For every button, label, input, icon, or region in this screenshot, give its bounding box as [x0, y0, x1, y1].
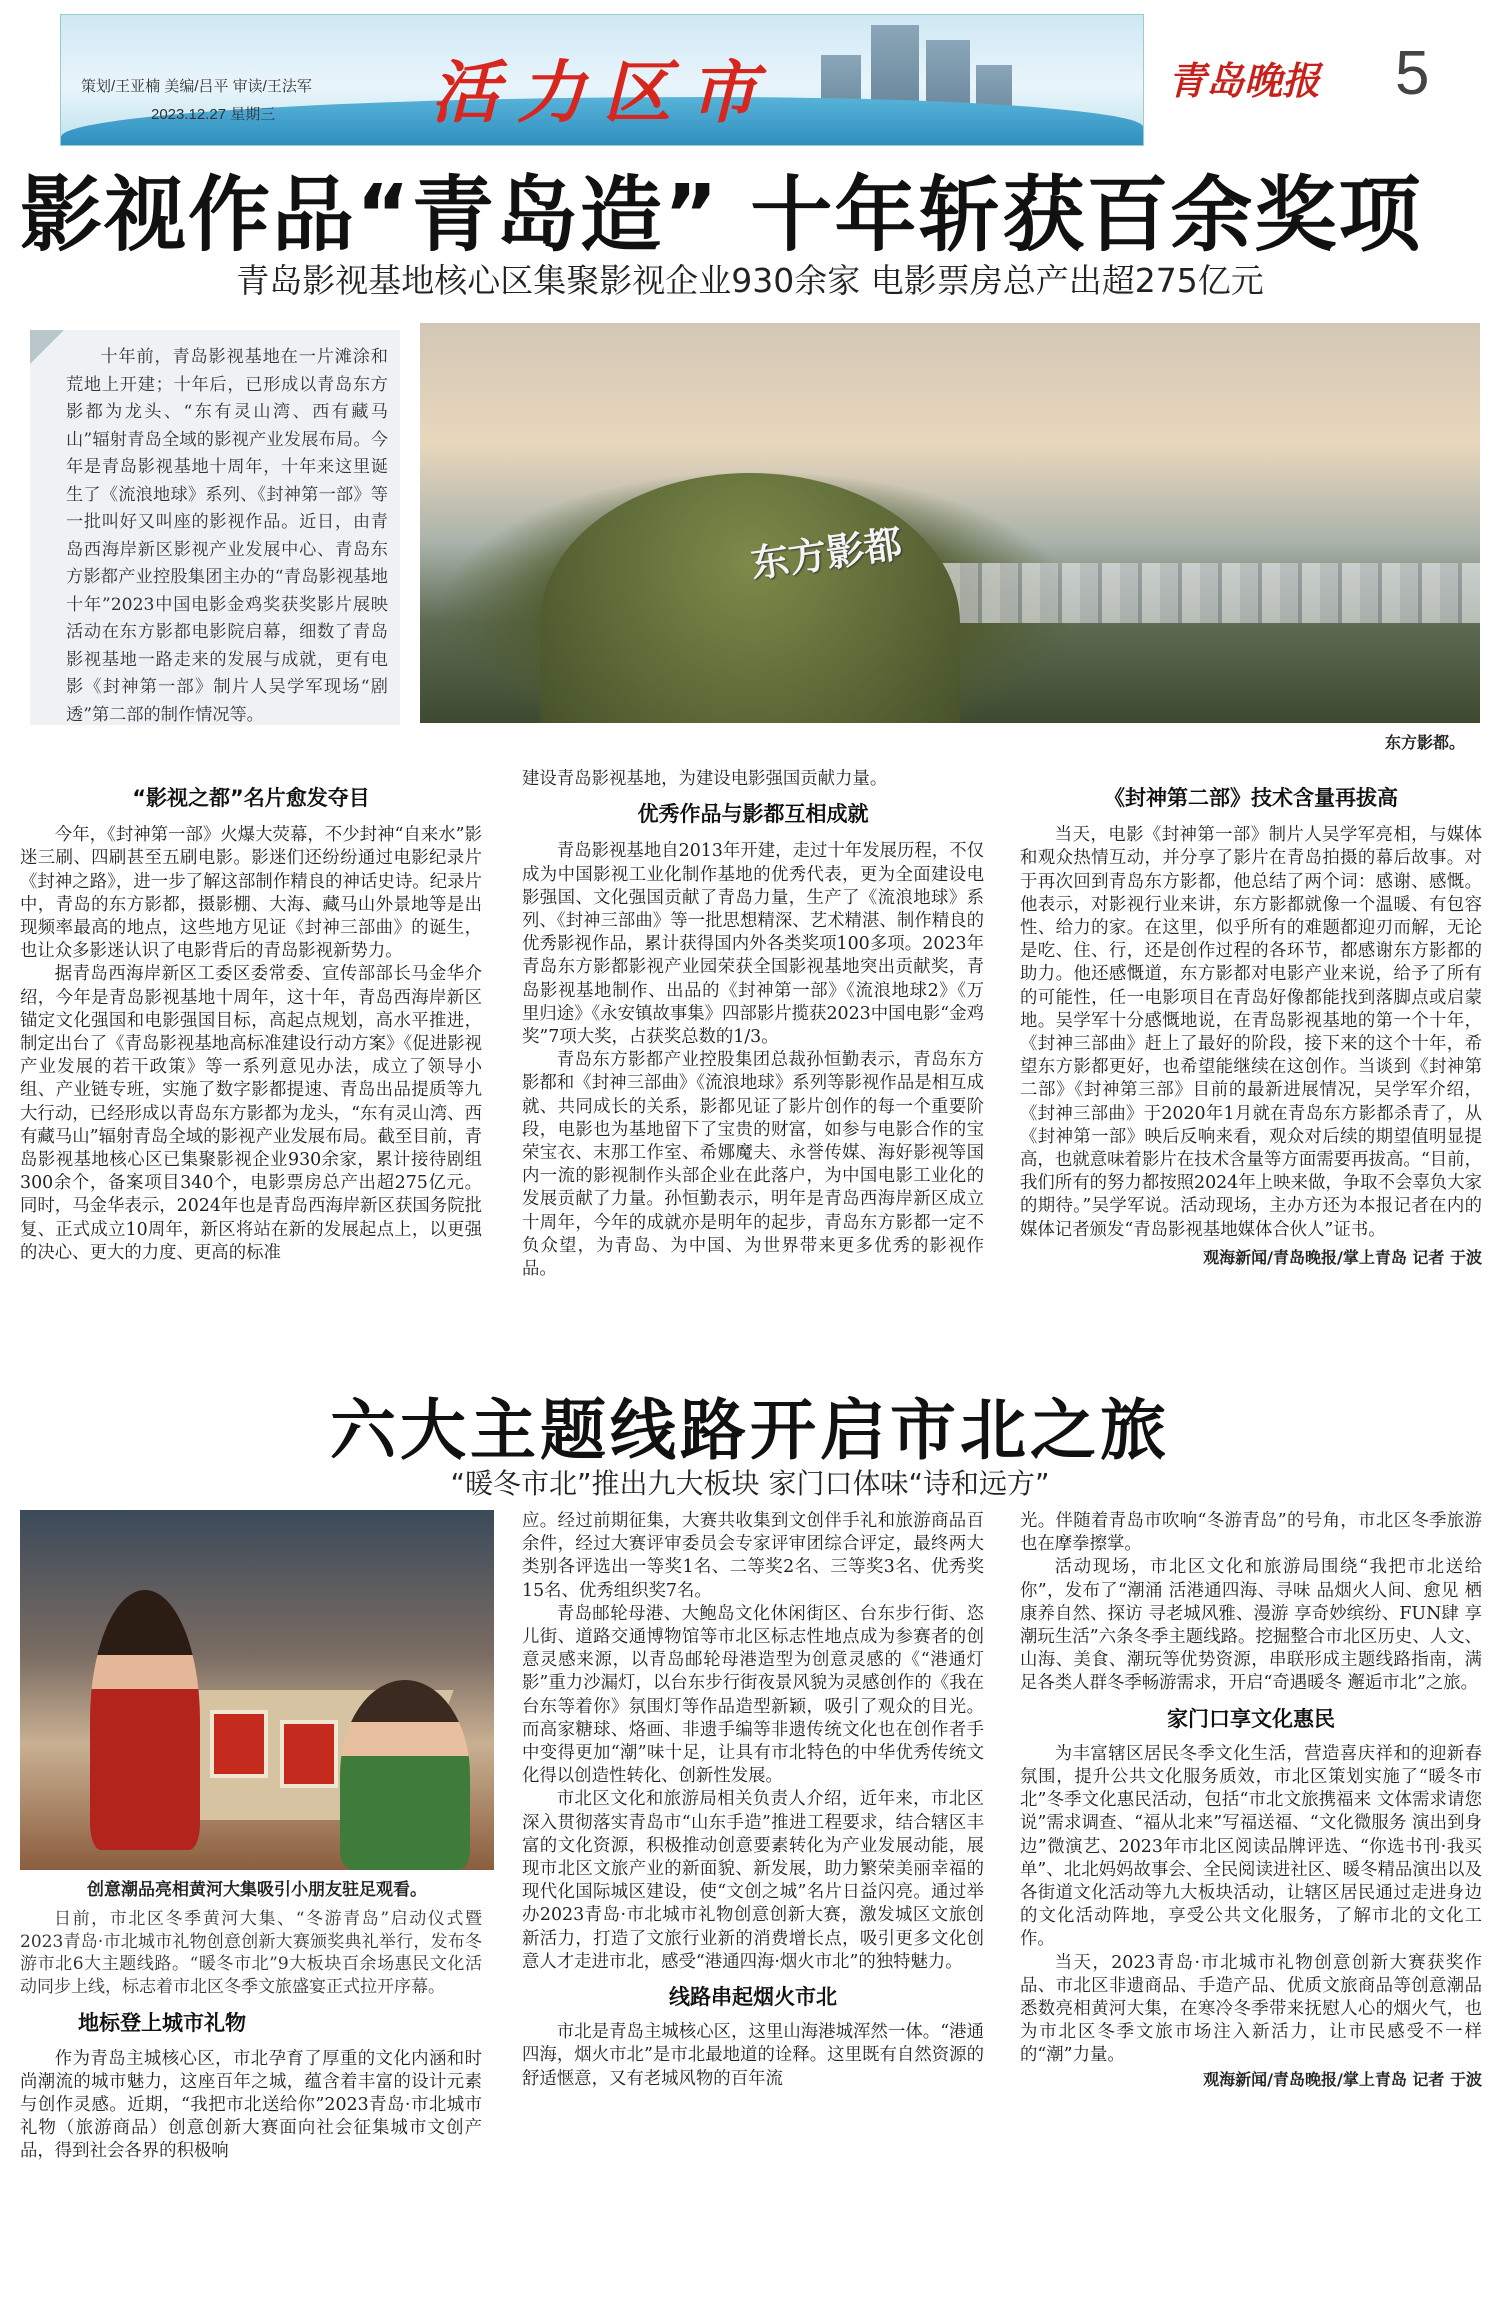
article1-col1-subhead: “影视之都”名片愈发夺目: [132, 786, 370, 810]
article1-col1-paragraph: 今年，《封神第一部》火爆大荧幕，不少封神“自来水”影迷三刷、四刷甚至五刷电影。影迷们还纷纷通过电影纪录片《封神之路》，进一步了解这部制作精良的神话史诗。纪录片中，青岛的东方影都，摄影棚、大海、藏马山外景地等是出现频率最高的地点，这些地方见证《封神三部曲》的诞生，也让众多影迷认识了电影背后的青岛影视新势力。: [20, 825, 482, 962]
article1-column-3: [1020, 787, 1482, 1269]
article2-column-2: [522, 1510, 984, 2091]
newspaper-name: 青岛晚报: [1168, 58, 1321, 103]
photo-papercut-frame: [210, 1710, 268, 1778]
photo-hill: [540, 473, 960, 723]
photo1-caption: 东方影都。: [1385, 733, 1466, 752]
article2-col2-continuation: 应。经过前期征集，大赛共收集到文创伴手礼和旅游商品百余件，经过大赛评审委员会专家评审团综合评定，最终两大类别各评选出一等奖1名、二等奖2名、三等奖3名、优秀奖15名、优秀组织奖7名。: [522, 1511, 984, 1601]
article2-col2-paragraph: 市北区文化和旅游局相关负责人介绍，近年来，市北区深入贯彻落实青岛市“山东手造”推进工程要求，结合辖区丰富的文化资源，积极推动创意要素转化为产业发展动能，展现市北区文旅产业的新面貌、新发展，助力繁荣美丽幸福的现代化国际城区建设，使“文创之城”名片日益闪亮。通过举办2023青岛·市北城市礼物创意创新大赛，激发城区文旅创新活力，打造了文旅行业新的消费增长点，吸引更多文化创意人才走进市北，感受“港通四海·烟火市北”的独特魅力。: [522, 1789, 984, 1972]
article2-lead: 日前，市北区冬季黄河大集、“冬游青岛”启动仪式暨2023青岛·市北城市礼物创意创新大赛颁奖典礼举行，发布冬游市北6大主题线路。“暖冬市北”9大板块百余场惠民文化活动同步上线，标志着市北区冬季文旅盛宴正式拉开序幕。: [20, 1909, 482, 1997]
article1-col1-paragraph: 据青岛西海岸新区工委区委常委、宣传部部长马金华介绍，今年是青岛影视基地十周年，这十年，青岛西海岸新区锚定文化强国和电影强国目标，高起点规划，高水平推进，制定出台了《青岛影视基地高标准建设行动方案》《促进影视产业发展的若干政策》等一系列意见办法，成立了领导小组、产业链专班，实施了数字影都提速、青岛出品提质等九大行动，已经形成以青岛东方影都为龙头，“东有灵山湾、西有藏马山”辐射青岛全域的影视产业发展布局。截至目前，青岛影视基地核心区已集聚影视企业930余家，累计接待剧组300余个，备案项目340个，电影票房总产出超275亿元。同时，马金华表示，2024年也是青岛西海岸新区获国务院批复、正式成立10周年，新区将站在新的发展起点上，以更强的决心、更大的力度、更高的标准: [20, 964, 482, 1263]
article1-col2-paragraph: 青岛影视基地自2013年开建，走过十年发展历程，不仅成为中国影视工业化制作基地的优秀代表，更为全面建设电影强国、文化强国贡献了青岛力量，生产了《流浪地球》系列、《封神三部曲》等一批思想精深、艺术精湛、制作精良的优秀影视作品，累计获得国内外各类奖项100多项。2023年青岛东方影都影视产业园荣获全国影视基地突出贡献奖，青岛影视基地制作、出品的《封神第一部》《流浪地球2》《万里归途》《永安镇故事集》四部影片揽获2023中国电影“金鸡奖”7项大奖，占获奖总数的1/3。: [522, 841, 984, 1048]
photo-child: [340, 1680, 470, 1870]
photo2-caption: 创意潮品亮相黄河大集吸引小朋友驻足观看。: [87, 1880, 427, 1900]
photo-cityscape: [920, 563, 1480, 623]
article2-col2-paragraph: 青岛邮轮母港、大鲍岛文化休闲街区、台东步行街、恣儿街、道路交通博物馆等市北区标志性地点成为参赛者的创意灵感来源，以青岛邮轮母港造型为创意灵感的《“港通灯影”重力沙漏灯，以台东步行街夜景风貌为灵感创作的《我在台东等着你》氛围灯等作品造型新颖，吸引了观众的目光。而高家糖球、烙画、非遗手编等非遗传统文化也在创作者手中变得更加“潮”味十足，让具有市北特色的中华优秀传统文化得以创造性转化、创新性发展。: [522, 1603, 984, 1787]
article2-headline: 六大主题线路开启市北之旅: [330, 1392, 1170, 1469]
yellow-river-fair-photo: [20, 1510, 494, 1870]
issue-date: 2023.12.27 星期三: [151, 106, 276, 123]
article1-headline: 影视作品“青岛造” 十年斩获百余奖项: [20, 168, 1423, 263]
article2-column-1: [20, 1908, 482, 2164]
article2-col1-subhead: 地标登上城市礼物: [78, 2011, 246, 2036]
article2-col3-paragraph: 活动现场，市北区文化和旅游局围绕“我把市北送给你”，发布了“潮涌 活港通四海、寻味 品烟火人间、愈见 栖康养自然、探访 寻老城风雅、漫游 享奇妙缤纷、FUN肆 享潮玩生活”六条冬季主题线路。挖掘整合市北区历史、人文、山海、美食、潮玩等优势资源，串联形成主题线路指南，满足各类人群冬季畅游需求，开启“奇遇暖冬 邂逅市北”之旅。: [1020, 1557, 1482, 1694]
article1-byline: 观海新闻/青岛晚报/掌上青岛 记者 于波: [1203, 1247, 1482, 1267]
article2-byline: 观海新闻/青岛晚报/掌上青岛 记者 于波: [1203, 2069, 1482, 2089]
article1-col2-continuation: 建设青岛影视基地，为建设电影强国贡献力量。: [522, 769, 888, 789]
article2-col1-paragraph: 作为青岛主城核心区，市北孕育了厚重的文化内涵和时尚潮流的城市魅力，这座百年之城，蕴含着丰富的设计元素与创作灵感。近期，“我把市北送给你”2023青岛·市北城市礼物（旅游商品）创意创新大赛面向社会征集城市文创产品，得到社会各界的积极响: [20, 2048, 482, 2162]
article1-col3-subhead: 《封神第二部》技术含量再拔高: [1104, 786, 1398, 810]
article1-lead: [30, 330, 400, 725]
photo-hill-sign: 东方影都: [748, 521, 905, 587]
photo-woman: [90, 1590, 200, 1850]
article2-col3-subhead: 家门口享文化惠民: [1167, 1706, 1335, 1731]
oriental-movie-metropolis-photo: [420, 323, 1480, 723]
article1-column-2: [522, 768, 984, 1281]
article1-col2-subhead: 优秀作品与影都互相成就: [637, 802, 869, 827]
article1-column-1: [20, 787, 482, 1265]
article2-col3-continuation: 光。伴随着青岛市吹响“冬游青岛”的号角，市北区冬季旅游也在摩拳擦掌。: [1020, 1511, 1482, 1555]
article2-col3-paragraph: 当天，2023青岛·市北城市礼物创意创新大赛获奖作品、市北区非遗商品、手造产品、优质文旅商品等创意潮品悉数亮相黄河大集，在寒冷冬季带来抚慰人心的烟火气，也为市北区冬季文旅市场注入新活力，让市民感受不一样的“潮”力量。: [1020, 1952, 1482, 2066]
article2-col2-paragraph: 市北是青岛主城核心区，这里山海港城浑然一体。“港通四海，烟火市北”是市北最地道的诠释。这里既有自然资源的舒适惬意，又有老城风物的百年流: [522, 2022, 984, 2089]
article1-subheadline: 青岛影视基地核心区集聚影视企业930余家 电影票房总产出超275亿元: [236, 261, 1264, 300]
article1-lead-text: 十年前，青岛影视基地在一片滩涂和荒地上开建；十年后，已形成以青岛东方影都为龙头、“东有灵山湾、西有藏马山”辐射青岛全域的影视产业发展布局。今年是青岛影视基地十周年，十年来这里诞生了《流浪地球》系列、《封神第一部》等一批叫好又叫座的影视作品。近日，由青岛西海岸新区影视产业发展中心、青岛东方影都产业控股集团主办的“青岛影视基地十年”2023中国电影金鸡奖获奖影片展映活动在东方影都电影院启幕，细数了青岛影视基地一路走来的发展与成就，更有电影《封神第一部》制片人吴学军现场“剧透”第二部的制作情况等。: [66, 347, 388, 725]
article2-col2-subhead: 线路串起烟火市北: [669, 1985, 837, 2010]
page-number: 5: [1395, 39, 1430, 108]
article2-col3-paragraph: 为丰富辖区居民冬季文化生活，营造喜庆祥和的迎新春氛围，提升公共文化服务质效，市北区策划实施了“暖冬市北”冬季文化惠民活动，包括“市北文旅携福来 文体需求请您说”需求调查、“福从北来”写福送福、“文化微服务 演出到身边”微演艺、2023年市北区阅读品牌评选、“你选书刊·我买单”、北北妈妈故事会、全民阅读进社区、暖冬精品演出以及各街道文化活动等九大板块活动，让辖区居民通过走进身边的文化活动阵地，享受公共文化服务，了解市北的文化工作。: [1020, 1743, 1482, 1950]
section-title: 活力区市: [431, 53, 776, 133]
article1-col3-paragraph: 当天，电影《封神第一部》制片人吴学军亮相，与媒体和观众热情互动，并分享了影片在青岛拍摄的幕后故事。对于再次回到青岛东方影都，他总结了两个词：感谢、感慨。他表示，对影视行业来讲，东方影都就像一个温暖、有包容性、给力的家。在这里，似乎所有的难题都迎刃而解，无论是吃、住、行，还是创作过程的各环节，都感谢东方影都的助力。他还感慨道，东方影都对电影产业来说，给予了所有的可能性，任一电影项目在青岛好像都能找到落脚点或启蒙地。吴学军十分感慨地说，在青岛影视基地的第一个十年，《封神三部曲》赶上了最好的阶段，接下来的这个十年，希望东方影都更好，也希望能继续在这创作。当谈到《封神第二部》《封神第三部》目前的最新进展情况，吴学军介绍，《封神三部曲》于2020年1月就在青岛东方影都杀青了，从《封神第一部》映后反响来看，观众对后续的期望值明显提高，也就意味着影片在技术含量等方面需要再拔高。“目前，我们所有的努力都按照2024年上映来做，争取不会辜负大家的期待。”吴学军说。活动现场，主办方还为本报记者在内的媒体记者颁发“青岛影视基地媒体合伙人”证书。: [1020, 825, 1482, 1240]
masthead-credits: 策划/王亚楠 美编/吕平 审读/王法军: [81, 78, 312, 95]
article2-column-3: [1020, 1510, 1482, 2091]
article1-col2-paragraph: 青岛东方影都产业控股集团总裁孙恒勤表示，青岛东方影都和《封神三部曲》《流浪地球》系列等影视作品是相互成就、共同成长的关系，影都见证了影片创作的每一个重要阶段，电影也为基地留下了宝贵的财富，如参与电影合作的宝荣宝衣、末那工作室、希娜魔夫、永誉传媒、海好影视等国内一流的影视制作头部企业在此落户，为中国电影工业化的发展贡献了力量。孙恒勤表示，明年是青岛西海岸新区成立十周年，今年的成就亦是明年的起步，青岛东方影都一定不负众望，为青岛、为中国、为世界带来更多优秀的影视作品。: [522, 1050, 984, 1280]
article2-subheadline: “暖冬市北”推出九大板块 家门口体味“诗和远方”: [450, 1467, 1050, 1500]
photo-papercut-frame: [280, 1720, 338, 1788]
masthead-banner: [60, 14, 1144, 146]
